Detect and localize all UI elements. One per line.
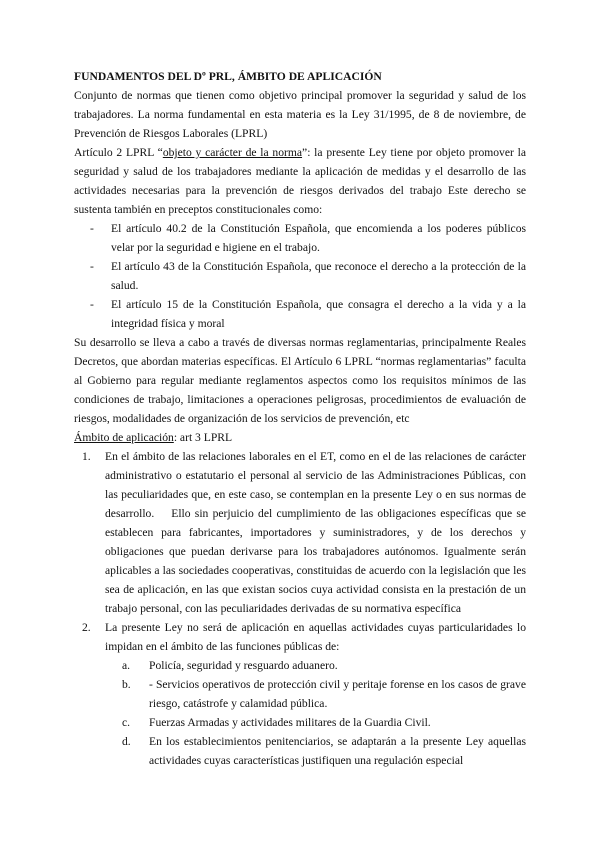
list-item-text: El artículo 40.2 de la Constitución Española, que encomienda a los poderes públicos velar por la seguridad e higiene en el trabajo. xyxy=(111,222,526,254)
sub-list-item-text: Fuerzas Armadas y actividades militares de la Guardia Civil. xyxy=(149,716,431,729)
sub-list-item-text: - Servicios operativos de protección civil y peritaje forense en los casos de grave riesgo, catástrofe y calamidad pública. xyxy=(149,678,526,710)
article-2-underlined-title: objeto y carácter de la norma xyxy=(162,146,303,159)
scope-reference: : art 3 LPRL xyxy=(173,431,233,444)
sub-list-letter: a. xyxy=(122,659,131,672)
sub-list-item xyxy=(105,713,526,732)
development-paragraph: Su desarrollo se lleva a cabo a través de diversas normas reglamentarias, principalmente Reales Decretos, que abordan materias específicas. El Artículo 6 LPRL “normas reglamentarias” faculta al Gobierno para regular mediante reglamentos aspectos como los requisitos mínimos de las condiciones de trabajo, limitaciones a operaciones peligrosas, procedimientos de evaluación de riesgos, modalidades de organización de los servicios de prevención, etc xyxy=(74,336,526,425)
list-item xyxy=(74,257,526,295)
scope-heading xyxy=(74,428,526,447)
article-2-body: ”: la presente Ley tiene por objeto promover la seguridad y salud de los trabajadores mediante la aplicación de medidas y el desarrollo de las actividades necesarias para la prevención de riesgos derivados del trabajo Este derecho se sustenta también en preceptos constitucionales como: xyxy=(74,146,526,216)
list-item-text: La presente Ley no será de aplicación en aquellas actividades cuyas particularidades lo impidan en el ámbito de las funciones públicas de: xyxy=(105,621,526,653)
list-item-text: El artículo 43 de la Constitución Española, que reconoce el derecho a la protección de la salud. xyxy=(111,260,526,292)
list-item-text: En el ámbito de las relaciones laborales en el ET, como en el de las relaciones de carácter administrativo o estatutario el personal al servicio de las Administraciones Públicas, con las peculiaridades que, en este caso, se contemplan en la presente Ley o en sus normas de desarrollo. Ello sin perjuicio del cumplimiento de las obligaciones específicas que se establecen para fabricantes, importadores y suministradores, y de los derechos y obligaciones que puedan derivarse para los trabajadores autónomos. Igualmente serán aplicables a las sociedades cooperativas, constituidas de acuerdo con la legislación que les sea de aplicación, en las que existan socios cuya actividad consista en la prestación de un trabajo personal, con las peculiaridades derivadas de su normativa específica xyxy=(105,450,529,615)
sub-list-item-text: En los establecimientos penitenciarios, se adaptarán a la presente Ley aquellas actividades cuyas características justifiquen una regulación especial xyxy=(149,735,526,767)
exclusions-list xyxy=(105,656,526,770)
list-number: 1. xyxy=(82,450,91,463)
list-item xyxy=(74,219,526,257)
bullet-dash: - xyxy=(90,298,94,311)
sub-list-letter: c. xyxy=(122,716,131,729)
list-item-text: El artículo 15 de la Constitución Española, que consagra el derecho a la vida y a la integridad física y moral xyxy=(111,298,526,330)
list-item xyxy=(74,295,526,333)
sub-list-letter: d. xyxy=(122,735,131,748)
sub-list-item xyxy=(105,656,526,675)
scope-list xyxy=(74,447,529,770)
sub-list-item-text: Policía, seguridad y resguardo aduanero. xyxy=(149,659,338,672)
sub-list-item xyxy=(105,732,526,770)
scope-underlined-title: Ámbito de aplicación xyxy=(74,431,174,444)
bullet-dash: - xyxy=(90,222,94,235)
document-title: FUNDAMENTOS DEL Dº PRL, ÁMBITO DE APLICACIÓN xyxy=(74,70,382,83)
intro-paragraph: Conjunto de normas que tienen como objetivo principal promover la seguridad y salud de los trabajadores. La norma fundamental en esta materia es la Ley 31/1995, de 8 de noviembre, de Prevención de Riesgos Laborales (LPRL) xyxy=(74,89,526,140)
article-2-paragraph xyxy=(74,143,526,219)
list-number: 2. xyxy=(82,621,91,634)
bullet-dash: - xyxy=(90,260,94,273)
sub-list-letter: b. xyxy=(122,678,131,691)
sub-list-item xyxy=(105,675,526,713)
list-item xyxy=(74,447,529,618)
constitution-list xyxy=(74,219,526,333)
list-item xyxy=(74,618,526,770)
article-2-prefix: Artículo 2 LPRL “ xyxy=(74,146,163,159)
